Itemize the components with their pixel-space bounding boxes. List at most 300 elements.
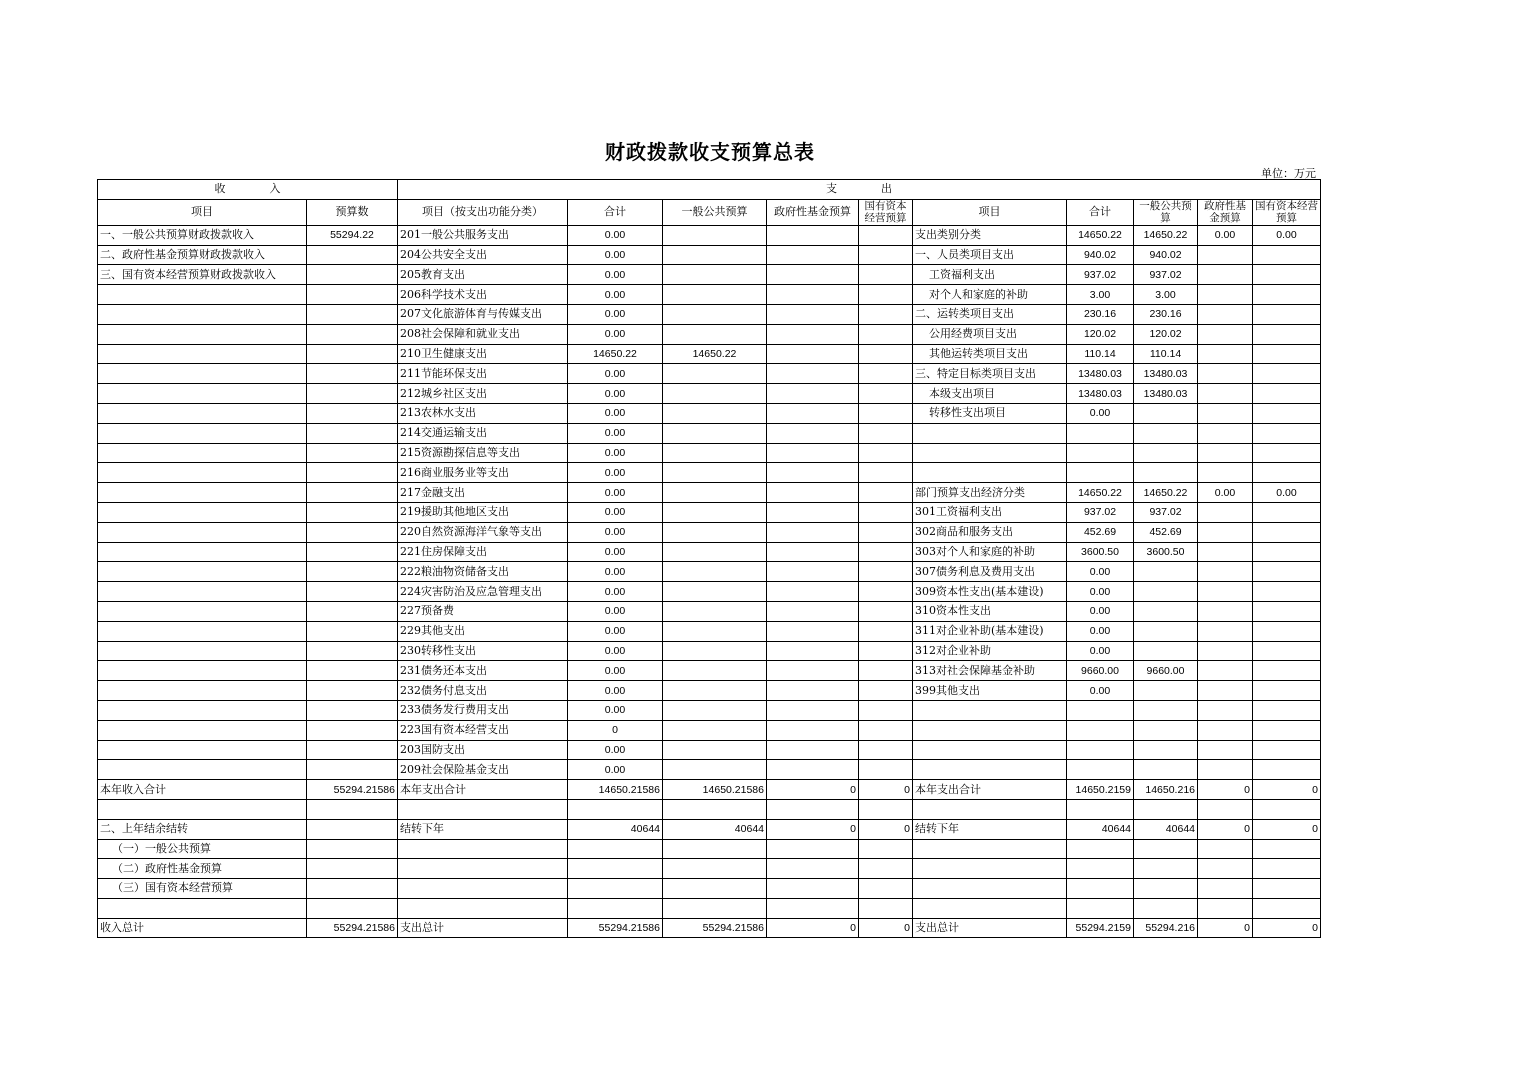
expense-item-cell: [913, 839, 1067, 859]
expense-func-item-cell: 231债务还本支出: [398, 661, 568, 681]
expense-general2-cell: 14650.22: [1134, 483, 1198, 503]
expense-total2-cell: 14650.22: [1067, 225, 1134, 245]
expense-gov-fund-cell: [767, 502, 859, 522]
expense-total-cell: 0.00: [568, 522, 663, 542]
expense-state-capital2-cell: [1253, 582, 1321, 602]
income-item-cell: [98, 483, 307, 503]
expense-state-capital2-cell: [1253, 839, 1321, 859]
expense-general-cell: [663, 463, 767, 483]
expense-state-capital-cell: [859, 245, 913, 265]
group-header-row: [98, 180, 1321, 200]
expense-func-item-cell: [398, 859, 568, 879]
expense-func-item-cell: 213农林水支出: [398, 403, 568, 423]
expense-gov-fund-cell: [767, 304, 859, 324]
income-budget-cell: [307, 601, 398, 621]
income-budget-cell: [307, 819, 398, 839]
income-item-cell: [98, 304, 307, 324]
expense-func-item-cell: 211节能环保支出: [398, 364, 568, 384]
expense-state-capital-cell: [859, 364, 913, 384]
expense-general2-cell: [1134, 582, 1198, 602]
table-row: [98, 463, 1321, 483]
table-row: [98, 700, 1321, 720]
expense-state-capital2-cell: [1253, 879, 1321, 899]
expense-state-capital-cell: [859, 582, 913, 602]
expense-gov-fund2-cell: [1198, 522, 1253, 542]
income-item-cell: [98, 681, 307, 701]
table-row: [98, 760, 1321, 780]
expense-total-cell: 0.00: [568, 621, 663, 641]
table-row: [98, 601, 1321, 621]
expense-general-cell: [663, 562, 767, 582]
expense-general-cell: 14650.22: [663, 344, 767, 364]
expense-state-capital2-cell: 0: [1253, 918, 1321, 938]
expense-gov-fund-cell: [767, 839, 859, 859]
expense-state-capital2-cell: [1253, 423, 1321, 443]
expense-total2-cell: [1067, 423, 1134, 443]
expense-item-cell: 其他运转类项目支出: [913, 344, 1067, 364]
expense-total2-cell: 14650.22: [1067, 483, 1134, 503]
expense-gov-fund2-cell: [1198, 839, 1253, 859]
expense-general2-cell: 452.69: [1134, 522, 1198, 542]
expense-total2-cell: 0.00: [1067, 582, 1134, 602]
expense-state-capital2-cell: 0.00: [1253, 483, 1321, 503]
expense-item-cell: 对个人和家庭的补助: [913, 285, 1067, 305]
expense-general2-cell: 3600.50: [1134, 542, 1198, 562]
expense-func-item-cell: 232债务付息支出: [398, 681, 568, 701]
expense-total-cell: 14650.22: [568, 344, 663, 364]
expense-item-cell: 303对个人和家庭的补助: [913, 542, 1067, 562]
expense-total2-cell: 3600.50: [1067, 542, 1134, 562]
income-budget-cell: 55294.22: [307, 225, 398, 245]
expense-state-capital2-cell: [1253, 403, 1321, 423]
expense-general2-cell: [1134, 839, 1198, 859]
expense-total-cell: 0.00: [568, 423, 663, 443]
expense-func-item-cell: [398, 799, 568, 819]
expense-item-cell: [913, 700, 1067, 720]
income-budget-cell: [307, 760, 398, 780]
expense-gov-fund2-cell: [1198, 443, 1253, 463]
expense-item-cell: 313对社会保障基金补助: [913, 661, 1067, 681]
expense-general2-cell: 230.16: [1134, 304, 1198, 324]
income-budget-cell: [307, 799, 398, 819]
income-budget-cell: [307, 285, 398, 305]
expense-gov-fund-cell: [767, 681, 859, 701]
expense-func-item-cell: 215资源勘探信息等支出: [398, 443, 568, 463]
income-item-cell: [98, 641, 307, 661]
expense-general2-cell: 40644: [1134, 819, 1198, 839]
expense-item-cell: [913, 879, 1067, 899]
income-budget-cell: [307, 681, 398, 701]
expense-item-cell: 301工资福利支出: [913, 502, 1067, 522]
expense-gov-fund-cell: 0: [767, 780, 859, 800]
expense-gov-fund-cell: [767, 423, 859, 443]
expense-gov-fund2-cell: [1198, 502, 1253, 522]
expense-total2-cell: 937.02: [1067, 502, 1134, 522]
expense-gov-fund-cell: [767, 522, 859, 542]
income-budget-cell: [307, 661, 398, 681]
expense-total-cell: [568, 879, 663, 899]
income-item-cell: 二、政府性基金预算财政拨款收入: [98, 245, 307, 265]
expense-item-cell: [913, 463, 1067, 483]
income-item-cell: [98, 898, 307, 918]
expense-func-item-cell: [398, 879, 568, 899]
expense-general2-cell: 14650.216: [1134, 780, 1198, 800]
expense-general2-cell: [1134, 879, 1198, 899]
expense-gov-fund-cell: [767, 859, 859, 879]
expense-gov-fund-cell: [767, 641, 859, 661]
expense-general-cell: [663, 304, 767, 324]
expense-gov-fund-cell: [767, 443, 859, 463]
expense-gov-fund2-cell: [1198, 403, 1253, 423]
expense-func-item-cell: 216商业服务业等支出: [398, 463, 568, 483]
expense-item-cell: [913, 859, 1067, 879]
table-row: [98, 898, 1321, 918]
expense-state-capital2-cell: [1253, 562, 1321, 582]
table-row: [98, 384, 1321, 404]
col-header-total2: 合计: [1067, 199, 1134, 225]
expense-general-cell: [663, 760, 767, 780]
expense-state-capital-cell: [859, 641, 913, 661]
expense-general2-cell: 110.14: [1134, 344, 1198, 364]
expense-item-cell: 一、人员类项目支出: [913, 245, 1067, 265]
expense-general2-cell: [1134, 403, 1198, 423]
expense-gov-fund-cell: [767, 483, 859, 503]
expense-func-item-cell: 203国防支出: [398, 740, 568, 760]
expense-item-cell: [913, 760, 1067, 780]
col-header-item: 项目: [98, 199, 307, 225]
income-budget-cell: [307, 403, 398, 423]
expense-func-item-cell: 220自然资源海洋气象等支出: [398, 522, 568, 542]
expense-state-capital-cell: [859, 879, 913, 899]
expense-state-capital-cell: [859, 799, 913, 819]
expense-total-cell: 0.00: [568, 324, 663, 344]
expense-total-cell: 0.00: [568, 384, 663, 404]
expense-func-item-cell: [398, 839, 568, 859]
expense-func-item-cell: 本年支出合计: [398, 780, 568, 800]
income-budget-cell: [307, 859, 398, 879]
budget-table: [97, 179, 1321, 938]
expense-gov-fund-cell: [767, 344, 859, 364]
expense-state-capital2-cell: [1253, 502, 1321, 522]
income-item-cell: [98, 799, 307, 819]
expense-gov-fund-cell: [767, 760, 859, 780]
expense-general-cell: [663, 265, 767, 285]
expense-item-cell: 本年支出合计: [913, 780, 1067, 800]
expense-general2-cell: [1134, 700, 1198, 720]
income-budget-cell: [307, 364, 398, 384]
expense-item-cell: 工资福利支出: [913, 265, 1067, 285]
expense-gov-fund-cell: [767, 245, 859, 265]
expense-gov-fund-cell: [767, 562, 859, 582]
expense-gov-fund2-cell: [1198, 542, 1253, 562]
expense-item-cell: 支出总计: [913, 918, 1067, 938]
income-budget-cell: [307, 898, 398, 918]
expense-state-capital-cell: [859, 898, 913, 918]
expense-gov-fund2-cell: [1198, 641, 1253, 661]
expense-func-item-cell: 206科学技术支出: [398, 285, 568, 305]
expense-total2-cell: [1067, 443, 1134, 463]
expense-general-cell: [663, 483, 767, 503]
expense-general-cell: [663, 542, 767, 562]
expense-total-cell: 0.00: [568, 364, 663, 384]
expense-total2-cell: 937.02: [1067, 265, 1134, 285]
expense-item-cell: [913, 898, 1067, 918]
col-header-item2: 项目: [913, 199, 1067, 225]
expense-total2-cell: 0.00: [1067, 641, 1134, 661]
expense-total-cell: 0.00: [568, 285, 663, 305]
expense-gov-fund-cell: [767, 879, 859, 899]
expense-state-capital2-cell: [1253, 542, 1321, 562]
income-budget-cell: [307, 443, 398, 463]
income-budget-cell: [307, 621, 398, 641]
income-item-cell: [98, 522, 307, 542]
expense-state-capital2-cell: 0: [1253, 780, 1321, 800]
expense-total-cell: 0.00: [568, 403, 663, 423]
expense-general2-cell: [1134, 601, 1198, 621]
expense-func-item-cell: 212城乡社区支出: [398, 384, 568, 404]
expense-total2-cell: [1067, 799, 1134, 819]
table-row: [98, 879, 1321, 899]
expense-gov-fund2-cell: [1198, 601, 1253, 621]
expense-gov-fund-cell: [767, 403, 859, 423]
expense-state-capital-cell: [859, 324, 913, 344]
expense-state-capital-cell: 0: [859, 918, 913, 938]
expense-gov-fund2-cell: [1198, 681, 1253, 701]
expense-general-cell: [663, 403, 767, 423]
table-row: [98, 522, 1321, 542]
table-row: [98, 344, 1321, 364]
income-item-cell: [98, 502, 307, 522]
income-budget-cell: 55294.21586: [307, 780, 398, 800]
expense-gov-fund-cell: [767, 463, 859, 483]
income-item-cell: [98, 423, 307, 443]
expense-general2-cell: [1134, 443, 1198, 463]
table-row: [98, 403, 1321, 423]
expense-total2-cell: [1067, 898, 1134, 918]
expense-state-capital-cell: [859, 502, 913, 522]
income-item-cell: [98, 582, 307, 602]
expense-gov-fund2-cell: [1198, 740, 1253, 760]
expense-general2-cell: [1134, 463, 1198, 483]
expense-general-cell: [663, 601, 767, 621]
expense-total-cell: 0.00: [568, 225, 663, 245]
expense-general2-cell: 120.02: [1134, 324, 1198, 344]
income-item-cell: [98, 661, 307, 681]
expense-total2-cell: 0.00: [1067, 562, 1134, 582]
expense-general-cell: [663, 898, 767, 918]
col-header-func-item: 项目（按支出功能分类）: [398, 199, 568, 225]
expense-gov-fund2-cell: [1198, 898, 1253, 918]
expense-group-header: 支 出: [398, 180, 1321, 200]
expense-func-item-cell: 207文化旅游体育与传媒支出: [398, 304, 568, 324]
expense-total-cell: 14650.21586: [568, 780, 663, 800]
expense-func-item-cell: [398, 898, 568, 918]
expense-gov-fund2-cell: [1198, 799, 1253, 819]
expense-state-capital2-cell: [1253, 304, 1321, 324]
expense-func-item-cell: 210卫生健康支出: [398, 344, 568, 364]
expense-total-cell: 0.00: [568, 443, 663, 463]
expense-state-capital2-cell: [1253, 799, 1321, 819]
column-header-row: [98, 199, 1321, 225]
expense-func-item-cell: 214交通运输支出: [398, 423, 568, 443]
expense-total-cell: [568, 898, 663, 918]
expense-state-capital-cell: [859, 740, 913, 760]
expense-item-cell: 二、运转类项目支出: [913, 304, 1067, 324]
expense-total2-cell: [1067, 879, 1134, 899]
expense-general2-cell: [1134, 740, 1198, 760]
expense-state-capital2-cell: [1253, 245, 1321, 265]
expense-state-capital-cell: [859, 681, 913, 701]
income-budget-cell: [307, 641, 398, 661]
expense-total-cell: 0.00: [568, 542, 663, 562]
col-header-general: 一般公共预算: [663, 199, 767, 225]
expense-item-cell: [913, 740, 1067, 760]
income-item-cell: [98, 403, 307, 423]
expense-total-cell: 0.00: [568, 601, 663, 621]
expense-state-capital2-cell: [1253, 898, 1321, 918]
income-item-cell: 一、一般公共预算财政拨款收入: [98, 225, 307, 245]
expense-item-cell: 部门预算支出经济分类: [913, 483, 1067, 503]
expense-general-cell: 40644: [663, 819, 767, 839]
expense-total2-cell: [1067, 839, 1134, 859]
income-budget-cell: [307, 384, 398, 404]
expense-item-cell: 312对企业补助: [913, 641, 1067, 661]
expense-general2-cell: 13480.03: [1134, 364, 1198, 384]
page-title: 财政拨款收支预算总表: [605, 140, 815, 164]
table-row: [98, 285, 1321, 305]
expense-general2-cell: [1134, 681, 1198, 701]
expense-gov-fund2-cell: [1198, 562, 1253, 582]
expense-total2-cell: [1067, 760, 1134, 780]
expense-general-cell: [663, 661, 767, 681]
expense-state-capital-cell: [859, 700, 913, 720]
expense-state-capital2-cell: 0: [1253, 819, 1321, 839]
expense-state-capital-cell: [859, 344, 913, 364]
expense-total2-cell: 14650.2159: [1067, 780, 1134, 800]
income-budget-cell: [307, 265, 398, 285]
expense-general2-cell: 937.02: [1134, 502, 1198, 522]
expense-gov-fund-cell: [767, 661, 859, 681]
expense-func-item-cell: 结转下年: [398, 819, 568, 839]
income-budget-cell: [307, 582, 398, 602]
income-budget-cell: [307, 740, 398, 760]
expense-total-cell: [568, 839, 663, 859]
expense-state-capital-cell: [859, 621, 913, 641]
expense-total2-cell: [1067, 463, 1134, 483]
expense-state-capital2-cell: [1253, 601, 1321, 621]
expense-general-cell: [663, 384, 767, 404]
expense-state-capital-cell: [859, 403, 913, 423]
table-row: [98, 641, 1321, 661]
expense-func-item-cell: 229其他支出: [398, 621, 568, 641]
expense-gov-fund2-cell: 0: [1198, 819, 1253, 839]
expense-state-capital-cell: [859, 839, 913, 859]
expense-gov-fund2-cell: [1198, 661, 1253, 681]
expense-gov-fund2-cell: [1198, 265, 1253, 285]
income-budget-cell: [307, 879, 398, 899]
expense-state-capital2-cell: [1253, 700, 1321, 720]
unit-label: 单位：万元: [1261, 167, 1316, 180]
income-budget-cell: [307, 245, 398, 265]
income-item-cell: [98, 443, 307, 463]
income-budget-cell: [307, 720, 398, 740]
expense-general-cell: [663, 423, 767, 443]
table-row: [98, 483, 1321, 503]
expense-item-cell: 支出类别分类: [913, 225, 1067, 245]
expense-func-item-cell: 223国有资本经营支出: [398, 720, 568, 740]
expense-total2-cell: [1067, 859, 1134, 879]
expense-general-cell: [663, 245, 767, 265]
expense-state-capital2-cell: [1253, 344, 1321, 364]
income-budget-cell: [307, 324, 398, 344]
expense-item-cell: 307债务利息及费用支出: [913, 562, 1067, 582]
income-item-cell: [98, 384, 307, 404]
expense-general2-cell: [1134, 799, 1198, 819]
table-row: [98, 245, 1321, 265]
expense-total-cell: 0.00: [568, 641, 663, 661]
table-row: [98, 423, 1321, 443]
expense-gov-fund2-cell: [1198, 324, 1253, 344]
income-item-cell: 收入总计: [98, 918, 307, 938]
expense-general-cell: [663, 839, 767, 859]
table-row: [98, 720, 1321, 740]
expense-general-cell: [663, 879, 767, 899]
expense-total-cell: 0.00: [568, 265, 663, 285]
expense-general2-cell: 937.02: [1134, 265, 1198, 285]
expense-state-capital2-cell: [1253, 522, 1321, 542]
income-item-cell: [98, 542, 307, 562]
expense-general-cell: 14650.21586: [663, 780, 767, 800]
expense-item-cell: 311对企业补助(基本建设): [913, 621, 1067, 641]
income-budget-cell: [307, 700, 398, 720]
expense-general-cell: 55294.21586: [663, 918, 767, 938]
expense-state-capital2-cell: [1253, 265, 1321, 285]
expense-func-item-cell: 208社会保障和就业支出: [398, 324, 568, 344]
expense-gov-fund-cell: [767, 720, 859, 740]
expense-general-cell: [663, 681, 767, 701]
table-row: [98, 225, 1321, 245]
expense-total2-cell: [1067, 700, 1134, 720]
expense-general2-cell: [1134, 641, 1198, 661]
expense-general-cell: [663, 641, 767, 661]
expense-gov-fund-cell: [767, 740, 859, 760]
expense-total-cell: 40644: [568, 819, 663, 839]
expense-state-capital2-cell: [1253, 621, 1321, 641]
expense-state-capital2-cell: [1253, 384, 1321, 404]
expense-state-capital2-cell: [1253, 364, 1321, 384]
expense-general-cell: [663, 285, 767, 305]
expense-total-cell: 0.00: [568, 304, 663, 324]
expense-gov-fund-cell: [767, 364, 859, 384]
expense-total2-cell: 230.16: [1067, 304, 1134, 324]
expense-total2-cell: 13480.03: [1067, 384, 1134, 404]
expense-gov-fund-cell: [767, 225, 859, 245]
table-row: [98, 859, 1321, 879]
expense-state-capital-cell: [859, 760, 913, 780]
table-row: [98, 740, 1321, 760]
expense-general-cell: [663, 522, 767, 542]
expense-gov-fund-cell: [767, 898, 859, 918]
expense-item-cell: 公用经费项目支出: [913, 324, 1067, 344]
expense-gov-fund-cell: [767, 700, 859, 720]
expense-func-item-cell: 204公共安全支出: [398, 245, 568, 265]
table-row: [98, 324, 1321, 344]
expense-total-cell: 0.00: [568, 463, 663, 483]
expense-general-cell: [663, 740, 767, 760]
income-item-cell: 三、国有资本经营预算财政拨款收入: [98, 265, 307, 285]
expense-total-cell: 55294.21586: [568, 918, 663, 938]
income-item-cell: [98, 324, 307, 344]
